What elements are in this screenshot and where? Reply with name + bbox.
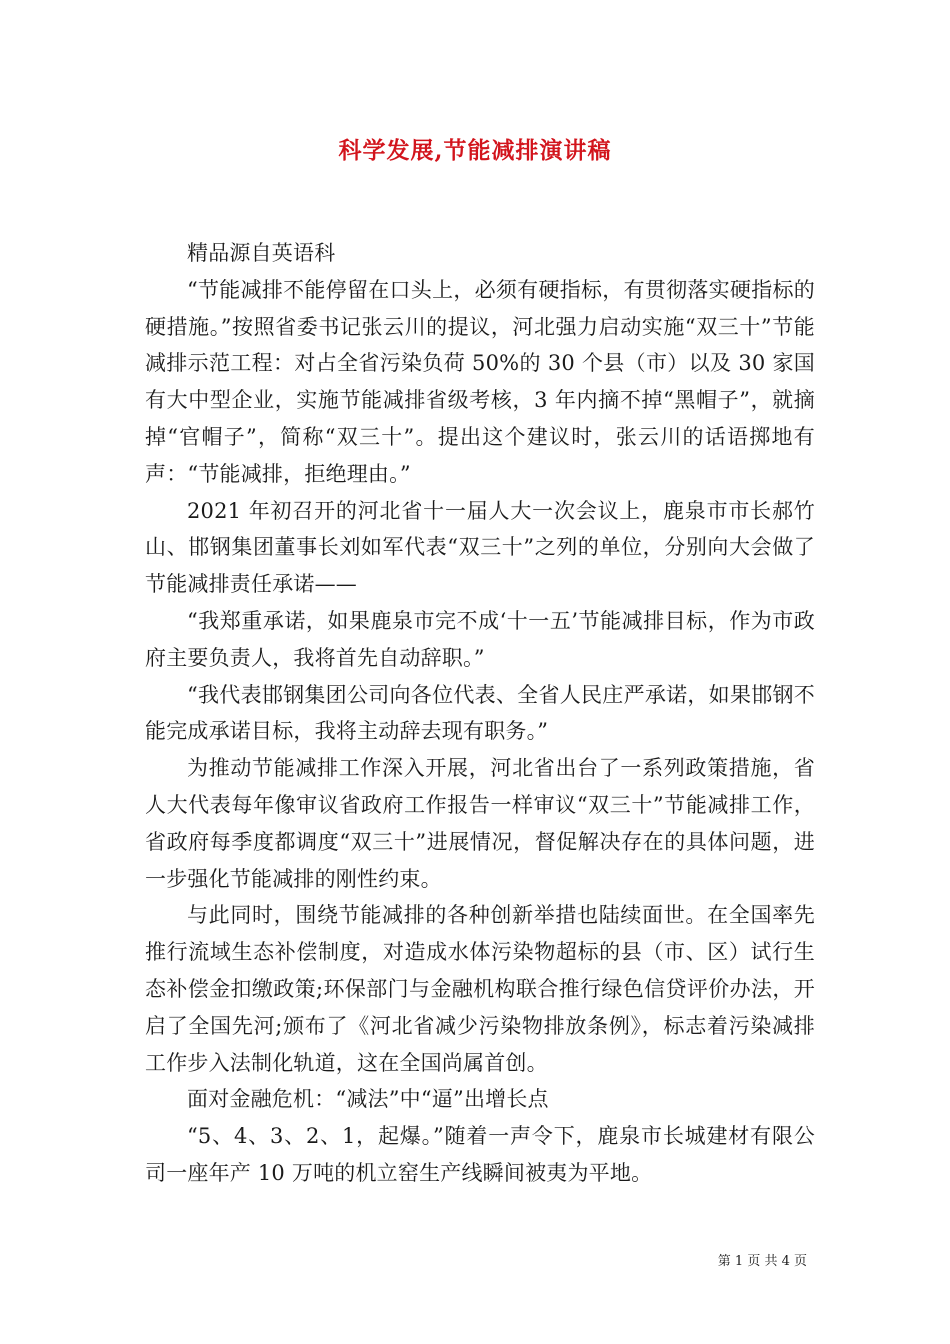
document-title: 科学发展,节能减排演讲稿 xyxy=(338,137,612,164)
paragraph-source: 精品源自英语科 xyxy=(187,241,336,265)
paragraph-quote-intro: “节能减排不能停留在口头上，必须有硬指标，有贯彻落实硬指标的硬措施。”按照省委书记张云川的提议，河北强力启动实施“双三十”节能减排示范工程：对占全省污染负荷 50%的 30 个县（市）以及 30 家国有大中型企业，实施节能减排省级考核，3 年内摘不掉“黑帽子”，就摘掉“官帽子”，简称“双三十”。提出这个建议时，张云川的话语掷地有声：“节能减排，拒绝理由。” xyxy=(145,277,815,486)
paragraph-hangang-pledge: “我代表邯钢集团公司向各位代表、全省人民庄严承诺，如果邯钢不能完成承诺目标，我将主动辞去现有职务。” xyxy=(145,682,815,744)
document-body xyxy=(145,235,815,1192)
paragraph-policy-measures: 为推动节能减排工作深入开展，河北省出台了一系列政策措施，省人大代表每年像审议省政府工作报告一样审议“双三十”节能减排工作，省政府每季度都调度“双三十”进展情况，督促解决存在的具体问题，进一步强化节能减排的刚性约束。 xyxy=(145,756,815,891)
paragraph-demolition: “5、4、3、2、1，起爆。”随着一声令下，鹿泉市长城建材有限公司一座年产 10 万吨的机立窑生产线瞬间被夷为平地。 xyxy=(145,1124,815,1185)
paragraph-innovations: 与此同时，围绕节能减排的各种创新举措也陆续面世。在全国率先推行流域生态补偿制度，对造成水体污染物超标的县（市、区）试行生态补偿金扣缴政策;环保部门与金融机构联合推行绿色信贷评价办法，开启了全国先河;颁布了《河北省减少污染物排放条例》，标志着污染减排工作步入法制化轨道，这在全国尚属首创。 xyxy=(145,903,815,1075)
paragraph-section-heading: 面对金融危机：“减法”中“逼”出增长点 xyxy=(187,1087,549,1112)
paragraph-lu-quan-pledge: “我郑重承诺，如果鹿泉市完不成‘十一五’节能减排目标，作为市政府主要负责人，我将首先自动辞职。” xyxy=(145,608,815,670)
paragraph-congress: 2021 年初召开的河北省十一届人大一次会议上，鹿泉市市长郝竹山、邯钢集团董事长刘如军代表“双三十”之列的单位，分别向大会做了节能减排责任承诺—— xyxy=(145,498,815,597)
page-number: 第 1 页 共 4 页 xyxy=(717,1254,807,1269)
